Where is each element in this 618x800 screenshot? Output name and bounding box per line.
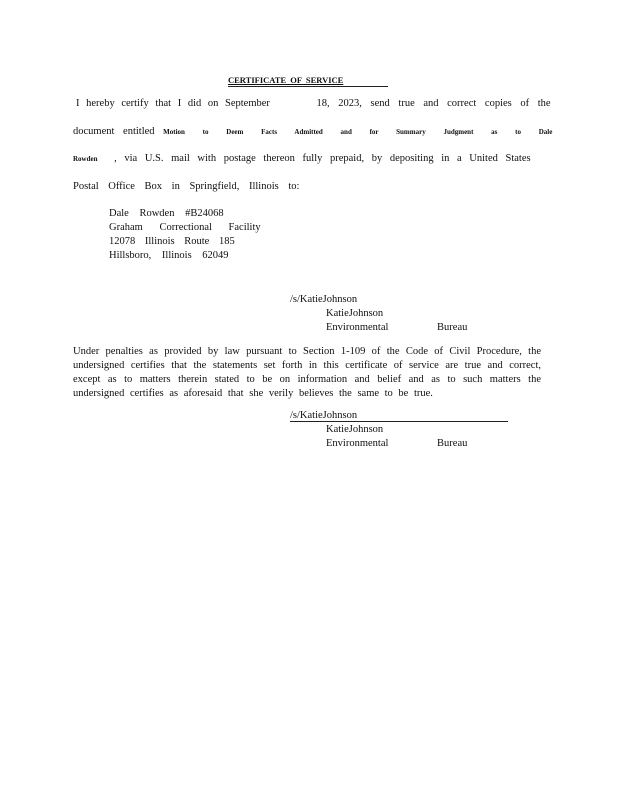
body-line-2 xyxy=(73,125,552,139)
address-street: 12078 Illinois Route 185 xyxy=(109,236,235,247)
signer-dept-1 xyxy=(326,322,467,333)
body-line-1 xyxy=(76,97,551,110)
signer-name-1: KatieJohnson xyxy=(326,308,384,319)
body-line-2-start: document entitled xyxy=(73,126,155,137)
address-name: Dale Rowden #B24068 xyxy=(109,208,224,219)
signature-2: /s/KatieJohnson xyxy=(290,410,358,421)
address-city: Hillsboro, Illinois 62049 xyxy=(109,250,229,261)
address-facility: Graham Correctional Facility xyxy=(109,222,261,233)
body-line-1-end: 18, 2023, send true and correct copies of the xyxy=(316,98,551,109)
signer-name-2: KatieJohnson xyxy=(326,424,384,435)
title-underline xyxy=(228,86,388,87)
body-line-3 xyxy=(73,152,531,166)
motion-title: Motion to Deem Facts Admitted and for Summary Judgment as to Dale xyxy=(163,128,553,136)
body-line-3-end: , via U.S. mail with postage thereon fully prepaid, by depositing in a United States xyxy=(114,153,531,164)
body-line-4: Postal Office Box in Springfield, Illinois to: xyxy=(73,181,300,192)
defendant-name: Rowden xyxy=(73,155,98,163)
signer-dept-2 xyxy=(326,438,467,449)
signature-1: /s/KatieJohnson xyxy=(290,294,358,305)
signer-dept-2-a: Environmental xyxy=(326,438,389,449)
verification-paragraph: Under penalties as provided by law pursuant to Section 1-109 of the Code of Civil Procedure, the undersigned certifies that the statements set forth in this certificate of service are true and correct, except as to matters therein stated to be on information and belief and as to such matters the undersigned certifies as aforesaid that she verily believes the same to be true. xyxy=(73,346,541,399)
signer-dept-2-b: Bureau xyxy=(437,438,468,449)
signer-dept-1-b: Bureau xyxy=(437,322,468,333)
signature-line xyxy=(290,421,508,422)
document-title: CERTIFICATE OF SERVICE xyxy=(228,75,344,85)
body-line-1-start: I hereby certify that I did on September xyxy=(76,98,270,109)
signer-dept-1-a: Environmental xyxy=(326,322,389,333)
